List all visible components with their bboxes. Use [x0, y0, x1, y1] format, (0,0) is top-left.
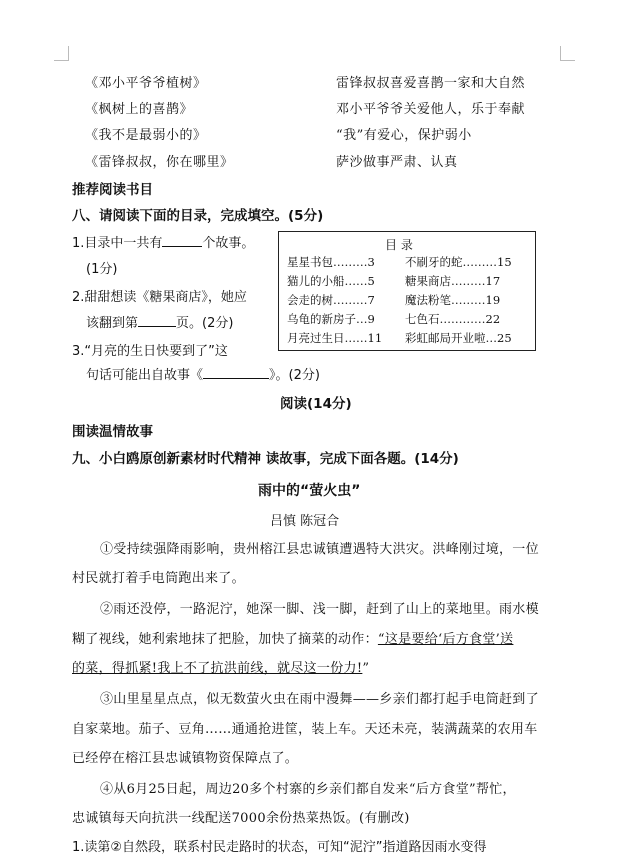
q8-item2-text-c: 页。(2分): [176, 316, 234, 331]
q8-item2-line1: 2.甜甜想读《糖果商店》，她应: [72, 290, 247, 305]
toc-row-left: 会走的树………7: [287, 293, 375, 307]
story-p2-quote: “这是要给‘后方食堂’送: [377, 632, 514, 647]
toc-row-right: 七色石…………22: [405, 312, 501, 326]
story-p2-line2: [72, 628, 513, 647]
story-p3-line3: 已经停在榕江县忠诚镇物资保障点了。: [72, 751, 299, 766]
reading-header: 阅读(14分): [280, 396, 352, 412]
story-p2-quote-cont: 的菜，得抓紧!我上不了抗洪前线，就尽这一份力!: [72, 661, 363, 676]
q8-item3-text-b: 句话可能出自故事《: [86, 368, 204, 383]
toc-row-left: 月亮过生日……11: [287, 331, 383, 345]
q8-item2-text-b: 该翻到第: [86, 316, 139, 331]
story-p2-line1: ②雨还没停，一路泥泞，她深一脚、浅一脚，赶到了山上的菜地里。雨水模: [100, 602, 539, 617]
toc-row-right: 不刷牙的蛇………15: [405, 255, 512, 269]
match-right-4: 萨沙做事严肃、认真: [336, 155, 458, 170]
story-p3-line2: 自家菜地。茄子、豆角……通通抢进筐，装上车。天还未亮，装满蔬菜的农用车: [72, 722, 538, 737]
q9-sub1: 1.读第②自然段，联系村民走路时的状态，可知“泥泞”指道路因雨水变得: [72, 840, 487, 855]
match-left-2: 《枫树上的喜鹊》: [85, 102, 194, 117]
q8-item2-blank[interactable]: [138, 314, 176, 327]
q8-item1-blank[interactable]: [162, 234, 202, 247]
q8-item3-line2: [86, 364, 320, 383]
q8-title: 八、请阅读下面的目录，完成填空。(5分): [72, 208, 324, 224]
q8-item3-line1: 3.“月亮的生日快要到了”这: [72, 344, 228, 359]
toc-row-left: 星星书包………3: [287, 255, 375, 269]
story-authors: 吕慎 陈冠合: [270, 514, 340, 529]
q8-item1-text-b: 个故事。: [202, 236, 255, 251]
story-p3-line1: ③山里星星点点，似无数萤火虫在雨中漫舞——乡亲们都打起手电筒赶到了: [100, 692, 539, 707]
page-corner-mark: [560, 46, 575, 61]
story-p2-text: 糊了视线，她利索地抹了把脸，加快了摘菜的动作：: [72, 632, 378, 647]
story-p2-quote-end: ”: [362, 661, 370, 676]
story-title: 雨中的“萤火虫”: [258, 483, 361, 499]
toc-row-left: 猫儿的小船……5: [287, 274, 375, 288]
q8-item3-text-c: 》。(2分): [269, 368, 320, 383]
match-right-2: 邓小平爷爷关爱他人，乐于奉献: [336, 102, 526, 117]
match-right-3: “我”有爱心，保护弱小: [336, 128, 472, 143]
q8-item1-score: (1分): [86, 262, 118, 277]
toc-row-right: 魔法粉笔………19: [405, 293, 501, 307]
toc-heading: 目 录: [385, 238, 413, 252]
section-recommend: 推荐阅读书目: [72, 182, 153, 198]
match-right-1: 雷锋叔叔喜爱喜鹊一家和大自然: [336, 76, 526, 91]
match-left-3: 《我不是最弱小的》: [85, 128, 207, 143]
toc-box: [278, 231, 536, 351]
q8-item1-text-a: 1.目录中一共有: [72, 236, 163, 251]
story-p1-line2: 村民就打着手电筒跑出来了。: [72, 571, 245, 586]
page-corner-mark: [54, 46, 69, 61]
story-p2-line3: [72, 657, 369, 676]
story-p4-line1: ④从6月25日起，周边20多个村寨的乡亲们都自发来“后方食堂”帮忙，: [100, 782, 516, 797]
story-p1-line1: ①受持续强降雨影响，贵州榕江县忠诚镇遭遇特大洪灾。洪峰刚过境，一位: [100, 542, 539, 557]
q8-item2-line2: [86, 312, 233, 331]
toc-row-left: 乌龟的新房子…9: [287, 312, 375, 326]
section-warm-story: 围读温情故事: [72, 424, 153, 440]
q8-item1: [72, 232, 254, 251]
toc-row-right: 彩虹邮局开业啦…25: [405, 331, 512, 345]
toc-row-right: 糖果商店………17: [405, 274, 501, 288]
q9-title: 九、小白鸥原创新素材时代精神 读故事，完成下面各题。(14分): [72, 451, 459, 467]
match-left-4: 《雷锋叔叔，你在哪里》: [85, 155, 234, 170]
match-left-1: 《邓小平爷爷植树》: [85, 76, 207, 91]
q8-item3-blank[interactable]: [203, 366, 269, 379]
story-p4-line2: 忠诚镇每天向抗洪一线配送7000余份热菜热饭。(有删改): [72, 811, 410, 826]
